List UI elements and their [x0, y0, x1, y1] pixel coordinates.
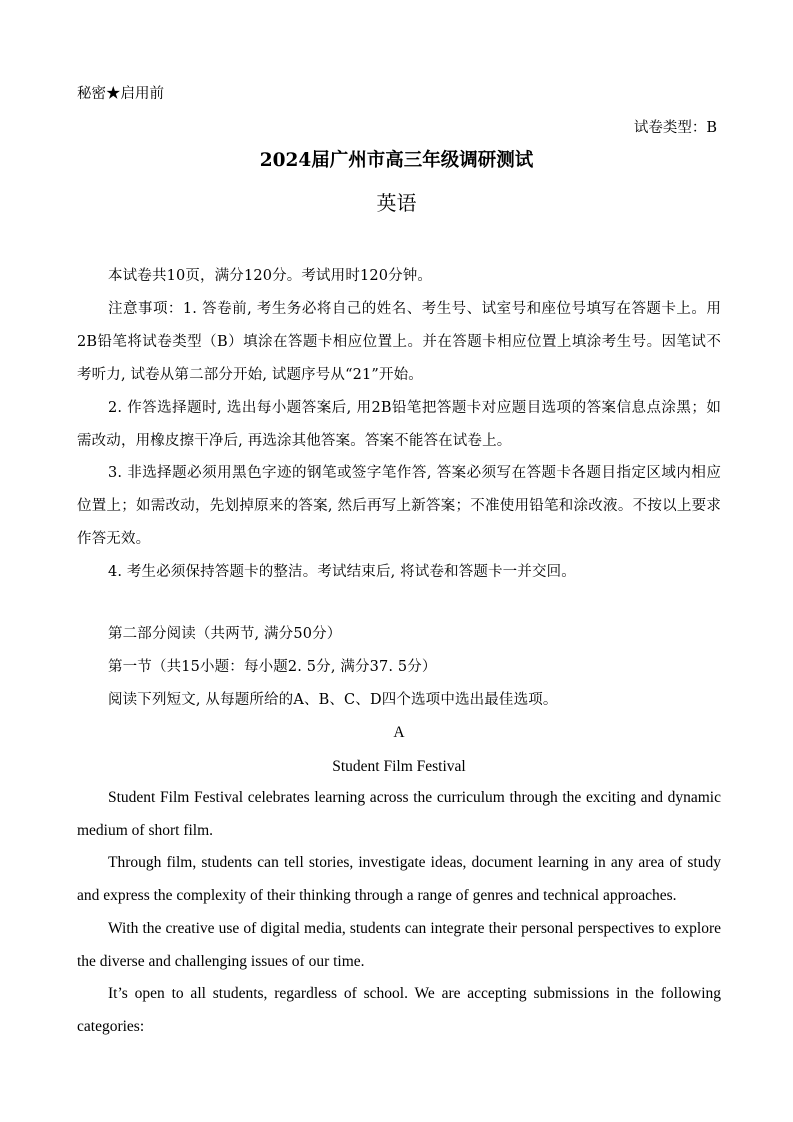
passage-title: Student Film Festival — [332, 758, 466, 775]
instruction-note-2: 2. 作答选择题时, 选出每小题答案后, 用2B铅笔把答题卡对应题目选项的答案信息点涂黑；如需改动，用橡皮擦干净后, 再选涂其他答案。答案不能答在试卷上。 — [77, 400, 721, 449]
reading-directions: 阅读下列短文, 从每题所给的A、B、C、D四个选项中选出最佳选项。 — [108, 692, 558, 708]
section-one-heading: 第一节（共15小题：每小题2. 5分, 满分37. 5分） — [108, 659, 437, 675]
instruction-note-1: 注意事项：1. 答卷前, 考生务必将自己的姓名、考生号、试室号和座位号填写在答题卡上。用2B铅笔将试卷类型（B）填涂在答题卡相应位置上。并在答题卡相应位置上填涂考生号。因笔试不考听力, 试卷从第二部分开始, 试题序号从“21”开始。 — [77, 301, 721, 383]
section-part-heading: 第二部分阅读（共两节, 满分50分） — [108, 626, 342, 642]
subject-title: 英语 — [376, 191, 417, 215]
passage-paragraph-3: With the creative use of digital media, students can integrate their personal perspectives to explore the diverse and challenging issues of our time. — [77, 920, 721, 970]
paper-type-label: 试卷类型：B — [633, 120, 717, 136]
confidential-mark: 秘密★启用前 — [77, 86, 164, 102]
passage-paragraph-1: Student Film Festival celebrates learning across the curriculum through the exciting and dynamic medium of short film. — [77, 789, 721, 839]
passage-paragraph-4: It’s open to all students, regardless of school. We are accepting submissions in the following categories: — [77, 985, 721, 1035]
instruction-note-4: 4. 考生必须保持答题卡的整洁。考试结束后, 将试卷和答题卡一并交回。 — [108, 564, 576, 580]
exam-intro: 本试卷共10页，满分120分。考试用时120分钟。 — [108, 268, 433, 284]
passage-paragraph-2: Through film, students can tell stories, investigate ideas, document learning in any area of study and express the complexity of their thinking through a range of genres and technical approaches. — [77, 854, 721, 904]
exam-title: 2024届广州市高三年级调研测试 — [259, 150, 534, 171]
instruction-note-3: 3. 非选择题必须用黑色字迹的钢笔或签字笔作答, 答案必须写在答题卡各题目指定区域内相应位置上；如需改动，先划掉原来的答案, 然后再写上新答案；不准使用铅笔和涂改液。不按以上要求作答无效。 — [77, 465, 721, 547]
passage-label: A — [393, 724, 405, 741]
